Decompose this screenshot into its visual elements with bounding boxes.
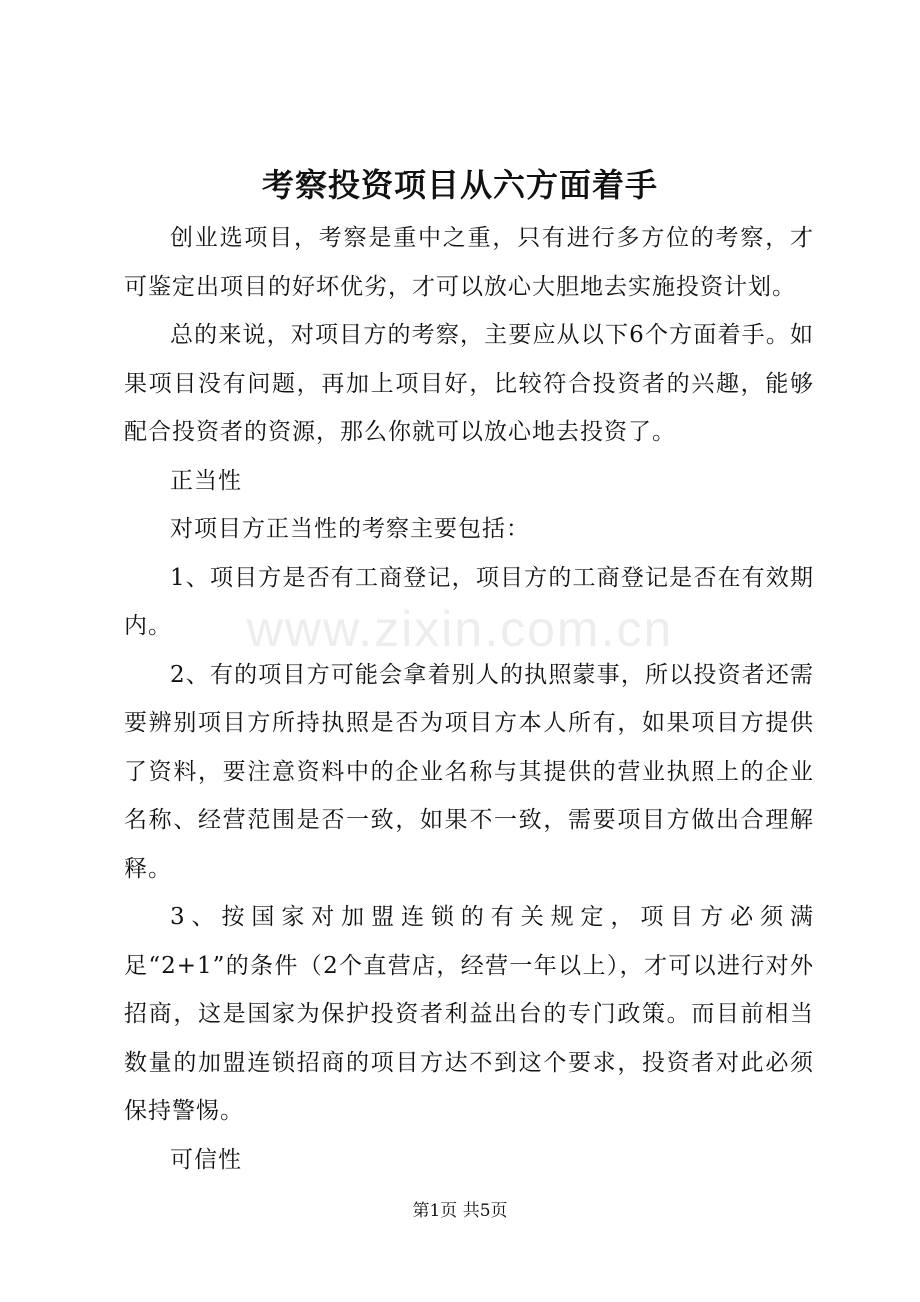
section-heading-legitimacy: 正当性 — [170, 467, 242, 494]
paragraph-intro: 创业选项目，考察是重中之重，只有进行多方位的考察，才可鉴定出项目的好坏优劣，才可以放心大胆地去实施投资计划。 — [124, 225, 814, 300]
page-footer: 第1页 共5页 — [412, 1201, 508, 1221]
paragraph-summary: 总的来说，对项目方的考察，主要应从以下6个方面着手。如果项目没有问题，再加上项目好，比较符合投资者的兴趣，能够配合投资者的资源，那么你就可以放心地去投资了。 — [124, 322, 814, 445]
document-title: 考察投资项目从六方面着手 — [261, 166, 658, 204]
section-heading-credibility: 可信性 — [170, 1146, 242, 1173]
watermark: www.zixin.com.cn — [246, 601, 674, 657]
paragraph-legitimacy-intro: 对项目方正当性的考察主要包括： — [170, 516, 530, 542]
list-item-1: 1、项目方是否有工商登记，项目方的工商登记是否在有效期内。 — [124, 564, 814, 639]
list-item-3: 3、按国家对加盟连锁的有关规定，项目方必须满足“2+1”的条件（2个直营店，经营一年以上），才可以进行对外招商，这是国家为保护投资者利益出台的专门政策。而目前相当数量的加盟连锁招商的项目方达不到这个要求，投资者对此必须保持警惕。 — [124, 904, 814, 1124]
document-body — [124, 214, 814, 1184]
list-item-2: 2、有的项目方可能会拿着别人的执照蒙事，所以投资者还需要辨别项目方所持执照是否为项目方本人所有，如果项目方提供了资料，要注意资料中的企业名称与其提供的营业执照上的企业名称、经营范围是否一致，如果不一致，需要项目方做出合理解释。 — [124, 661, 814, 882]
